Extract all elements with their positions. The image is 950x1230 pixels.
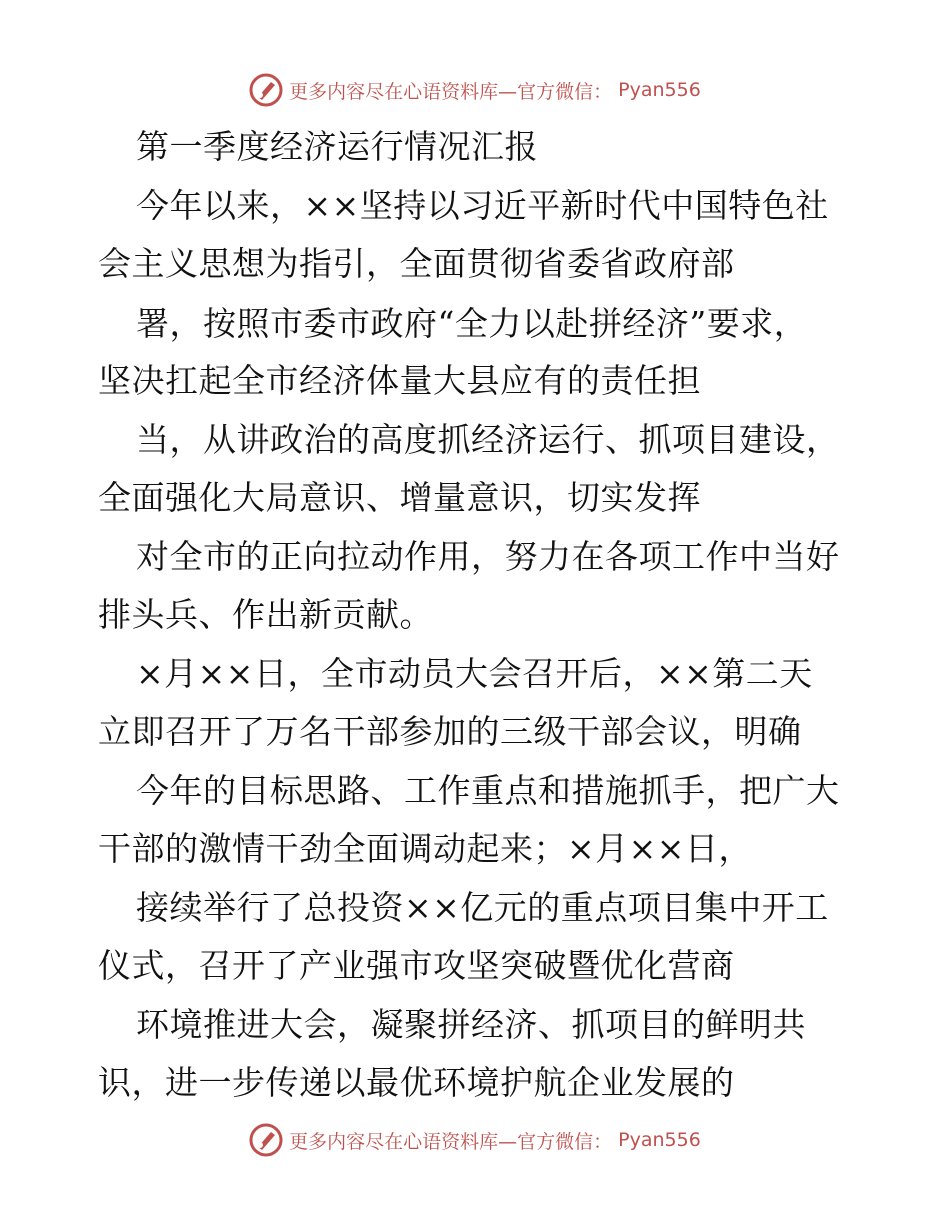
text-line: 环境推进大会，凝聚拼经济、抓项目的鲜明共 (136, 1005, 806, 1044)
header-watermark (0, 70, 950, 110)
watermark-wechat-id: Pyan556 (618, 79, 701, 101)
text-line: 全面强化大局意识、增量意识，切实发挥 (98, 478, 701, 517)
document-title: 第一季度经济运行情况汇报 (136, 127, 538, 166)
footer-watermark (0, 1120, 950, 1160)
text-line: 今年以来，××坚持以习近平新时代中国特色社 (136, 186, 829, 225)
text-line: 仪式，召开了产业强市攻坚突破暨优化营商 (98, 946, 735, 985)
text-line: 当，从讲政治的高度抓经济运行、抓项目建设， (136, 420, 840, 459)
watermark-wechat-id: Pyan556 (618, 1129, 701, 1151)
text-line: 立即召开了万名干部参加的三级干部会议，明确 (98, 712, 802, 751)
watermark-text: 更多内容尽在心语资料库—官方微信： (289, 80, 613, 103)
pen-seal-icon (249, 1123, 283, 1157)
text-line: 会主义思想为指引，全面贯彻省委省政府部 (98, 244, 735, 283)
text-line: 署，按照市委市政府“全力以赴拼经济”要求， (136, 304, 808, 343)
text-line: 今年的目标思路、工作重点和措施抓手，把广大 (136, 771, 840, 810)
text-line: 干部的激情干劲全面调动起来；×月××日， (98, 829, 752, 868)
text-line: 接续举行了总投资××亿元的重点项目集中开工 (136, 888, 829, 927)
text-line: 坚决扛起全市经济体量大县应有的责任担 (98, 361, 701, 400)
text-line: 对全市的正向拉动作用，努力在各项工作中当好 (136, 537, 840, 576)
text-line: 排头兵、作出新贡献。 (98, 595, 433, 634)
pen-seal-icon (249, 73, 283, 107)
text-line: 识，进一步传递以最优环境护航企业发展的 (98, 1063, 735, 1102)
text-line: ×月××日，全市动员大会召开后，××第二天 (136, 654, 813, 693)
watermark-text: 更多内容尽在心语资料库—官方微信： (289, 1130, 613, 1153)
